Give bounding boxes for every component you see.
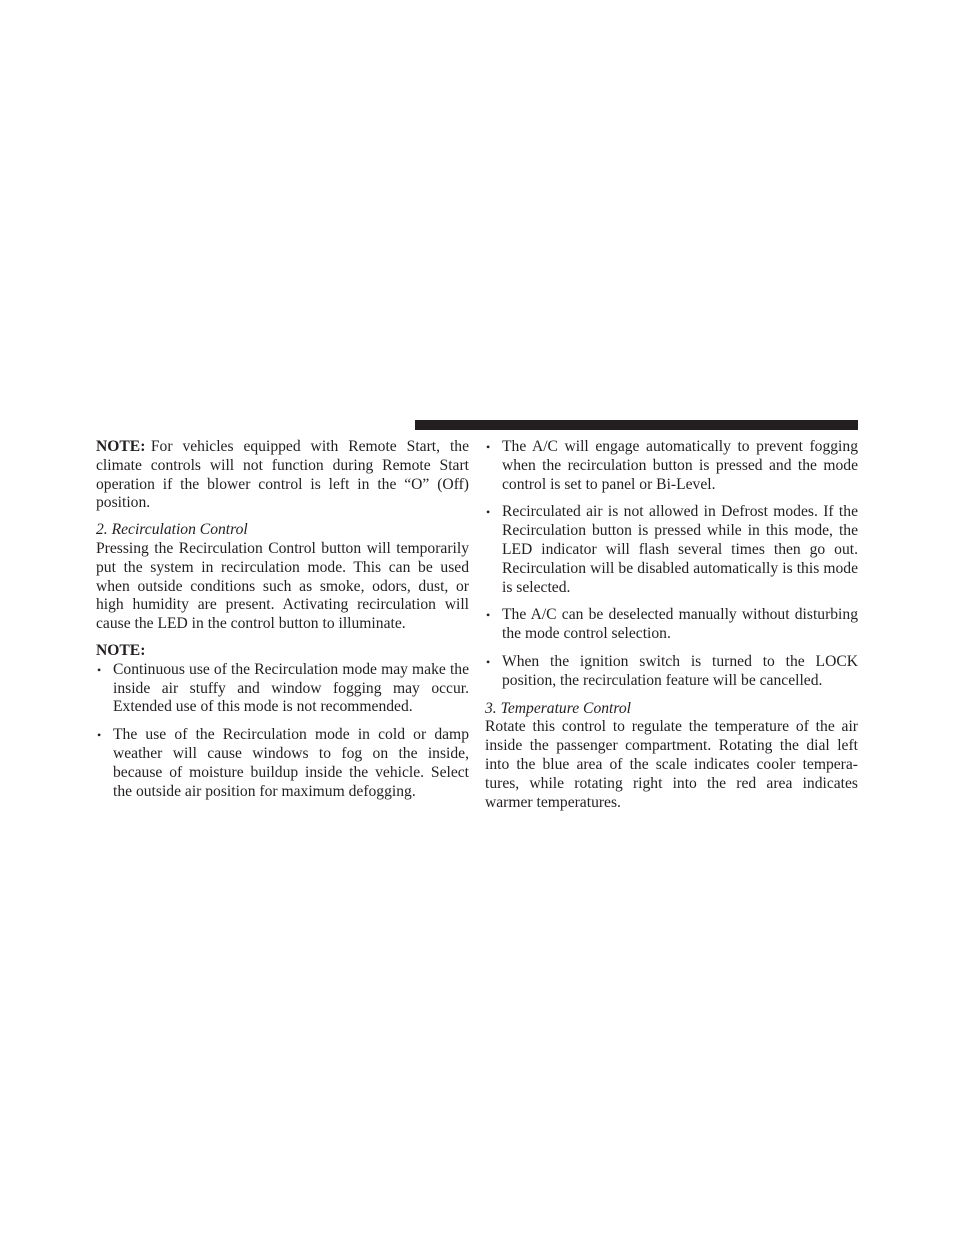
bullet-icon: • <box>486 440 491 454</box>
note-text: For vehicles equipped with Remote Start, the climate controls will not function during Remote Start operation if the blower control is left in the “O” (Off) position. <box>96 438 469 512</box>
bullet-icon: • <box>97 728 102 743</box>
header-rule <box>415 420 858 430</box>
list-item: • Continuous use of the Recirculation mode may make the inside air stuffy and window fogging may occur. Extended use of this mode is not recommended. <box>97 660 469 716</box>
bullet-icon: • <box>486 505 491 520</box>
list-item: • Recirculated air is not allowed in Defrost modes. If the Recirculation button is pressed while in this mode, the LED indicator will flash several times then go out. Recirculation will be disabled automatically is this mode is selected. <box>486 503 858 596</box>
recirculation-feature-list <box>485 438 858 691</box>
recirculation-paragraph: Pressing the Recirculation Control button will temporarily put the system in recirculation mode. This can be used when outside conditions such as smoke, odors, dust, or high humidity are present. Activating recirculation will cause the LED in the control button to illuminate. <box>96 539 469 633</box>
recirculation-note-label: NOTE: <box>96 641 146 659</box>
left-column <box>96 438 469 810</box>
bullet-icon: • <box>97 662 102 677</box>
list-item: • When the ignition switch is turned to the LOCK position, the recirculation feature will be cancelled. <box>486 652 858 689</box>
temperature-heading: 3. Temperature Control <box>485 699 631 717</box>
recirculation-note-list <box>96 661 469 802</box>
list-item: • The use of the Recirculation mode in cold or damp weather will cause windows to fog on the inside, because of moisture buildup inside the vehicle. Select the outside air position for maximum defogging. <box>97 726 469 800</box>
list-item: • The A/C will engage automatically to prevent fogging when the recirculation button is pressed and the mode control is set to panel or Bi-Level. <box>486 438 858 493</box>
note-label: NOTE: <box>96 438 146 455</box>
bullet-icon: • <box>486 654 491 669</box>
list-item: • The A/C can be deselected manually without disturbing the mode control selection. <box>486 606 858 643</box>
remote-start-note <box>96 438 469 513</box>
bullet-icon: • <box>486 608 491 623</box>
right-column <box>485 438 858 812</box>
recirculation-heading: 2. Recirculation Control <box>96 521 248 539</box>
temperature-paragraph: Rotate this control to regulate the temperature of the air inside the passenger compartment. Rotating the dial left into the blue area of the scale indicates cooler temperatures, while rotating right into the red area indicates warmer temperatures. <box>485 718 858 811</box>
